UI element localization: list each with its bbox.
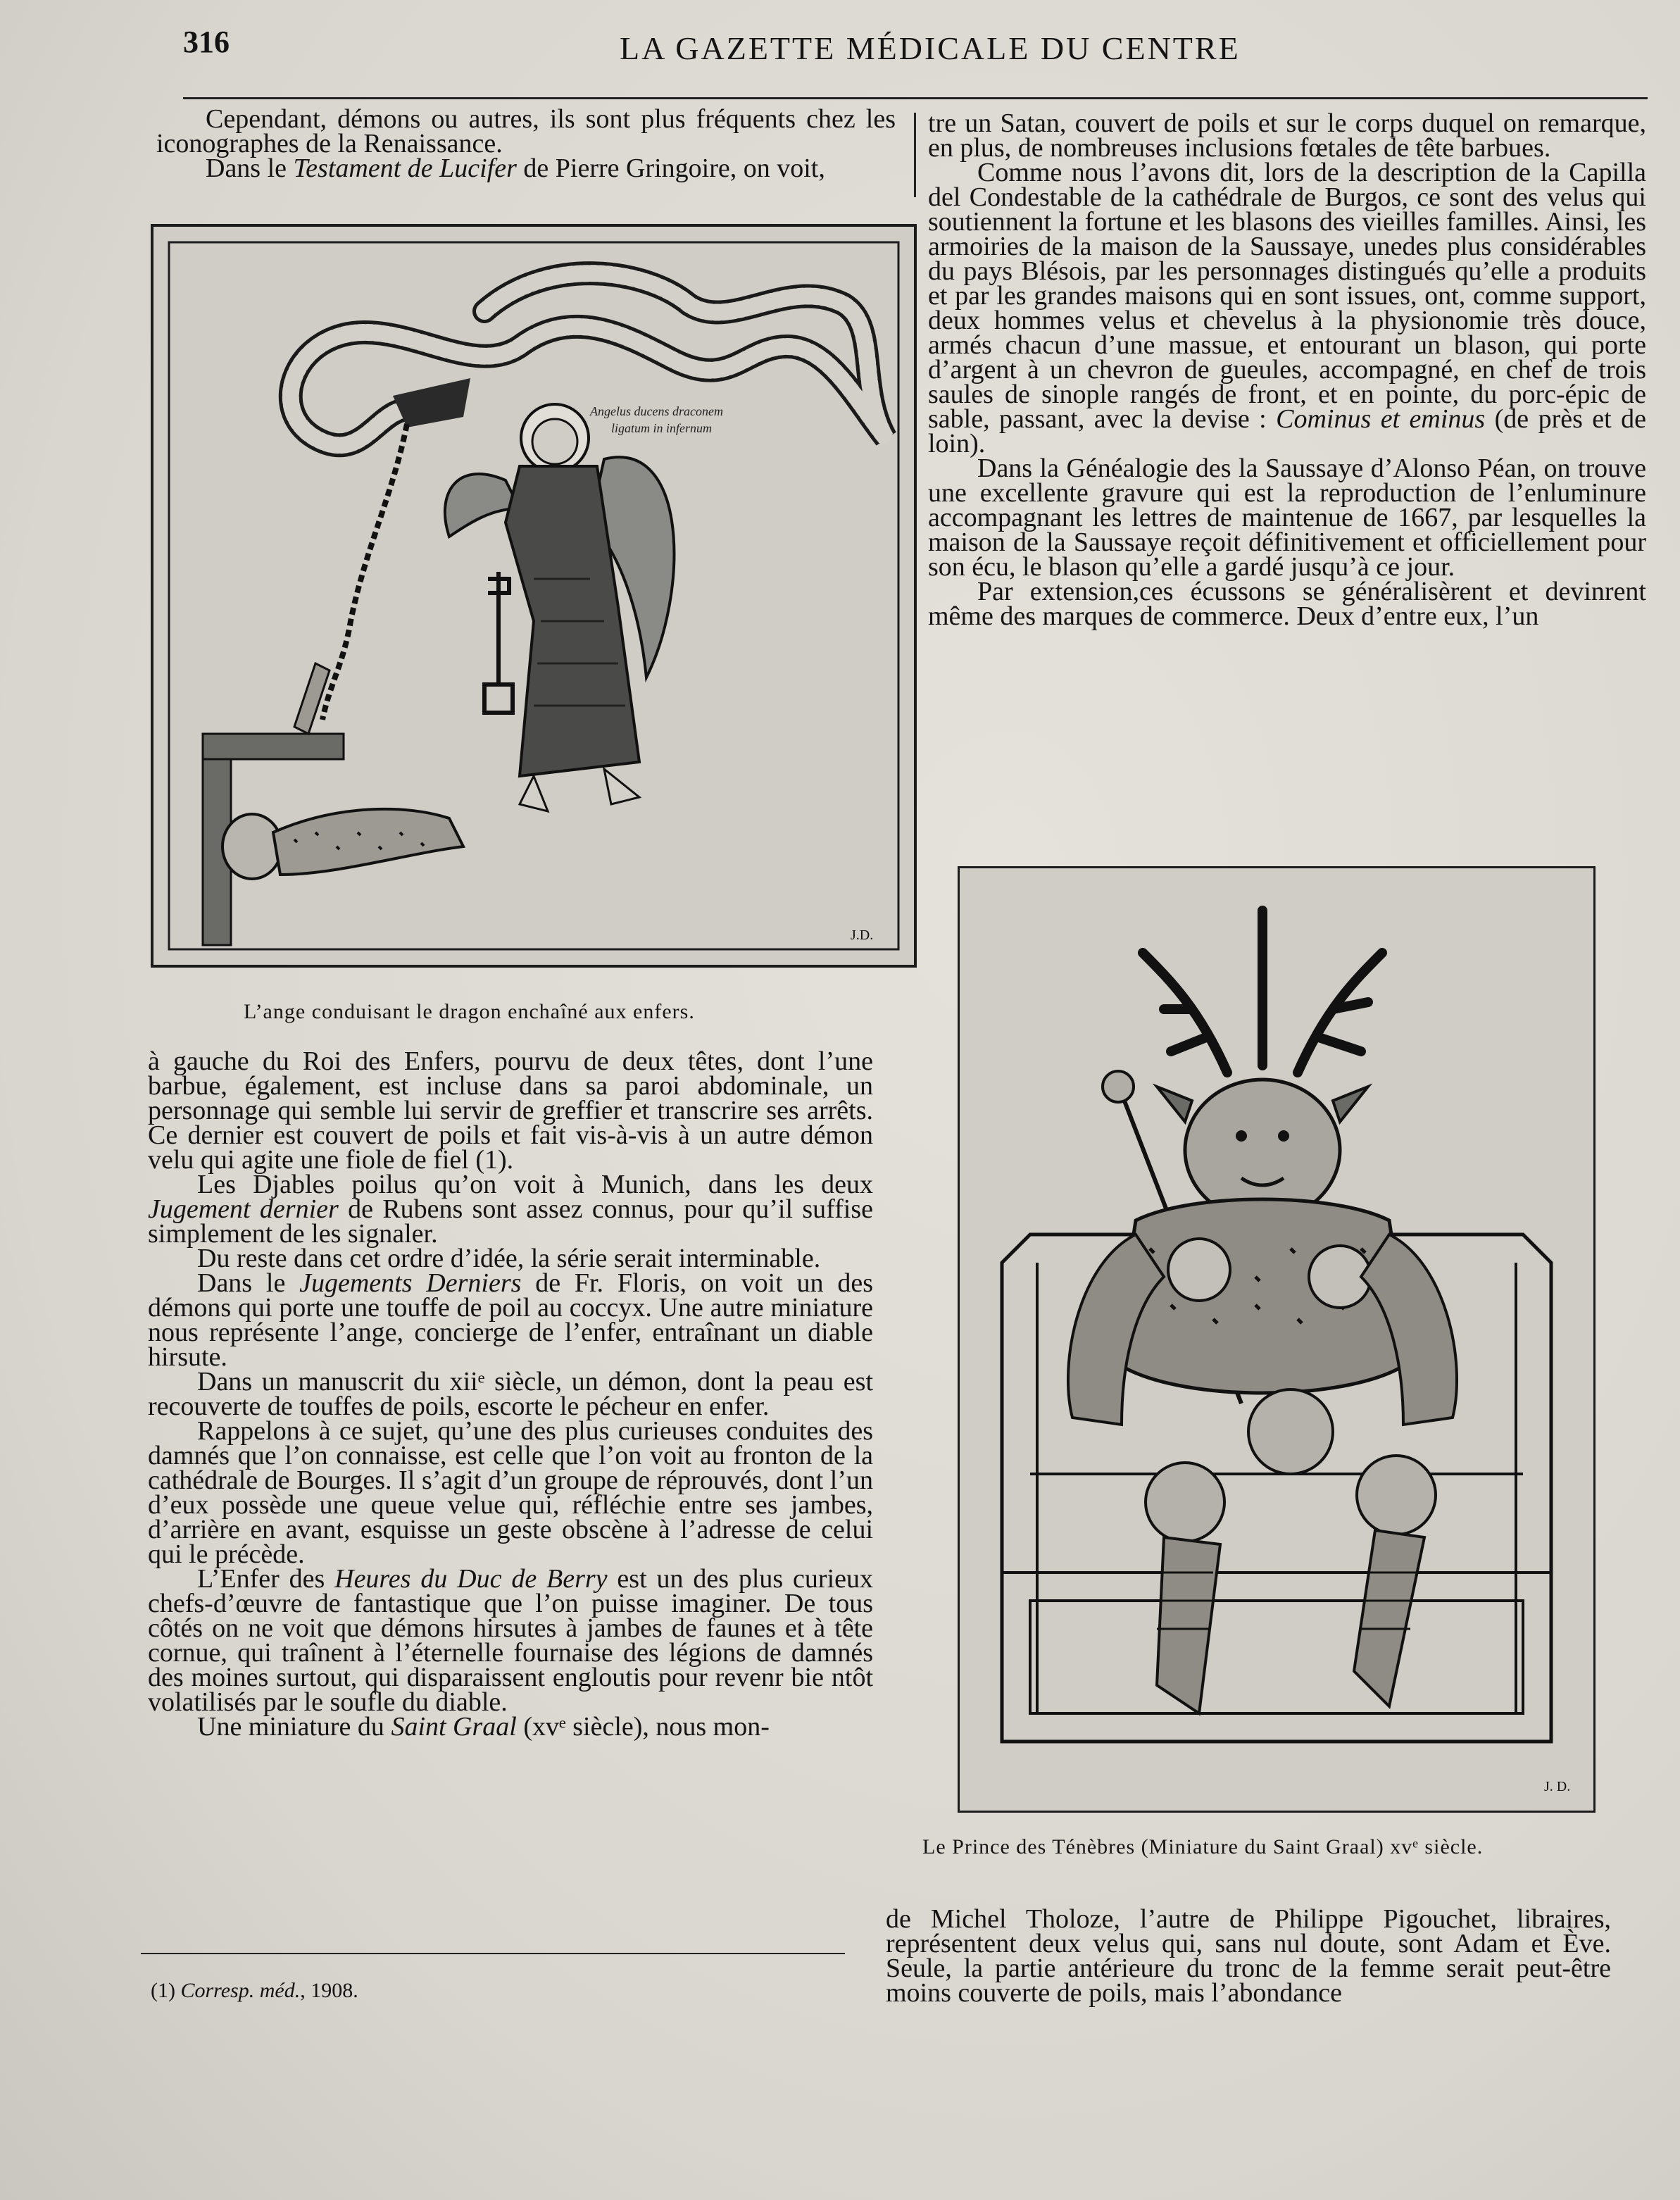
angel-dragon-illustration bbox=[151, 224, 917, 968]
page-number: 316 bbox=[183, 25, 230, 59]
paragraph: Les Djables poilus qu’on voit à Munich, dans les deux Jugement dernier de Rubens sont assez connus, pour qu’il suffise simplement de les signaler. bbox=[148, 1170, 873, 1249]
belly-face bbox=[1248, 1389, 1333, 1474]
figure-inscription-line-1: Angelus ducens draconem bbox=[590, 404, 723, 418]
paragraph: Dans un manuscrit du xiiᵉ siècle, un démon, dont la peau est recouverte de touffes de poils, escorte le pécheur en enfer. bbox=[148, 1367, 873, 1421]
figure-inscription-line-2: ligatum in infernum bbox=[611, 421, 712, 435]
prince-of-darkness-drawing bbox=[960, 868, 1593, 1811]
paragraph: L’Enfer des Heures du Duc de Berry est un des plus curieux chefs-d’œuvre de fantastique que l’on puisse imaginer. De tous côtés on ne voit que démons hirsutes à jambes de faunes et à tête cornue, qui traînent à l’éternelle fournaise des légions de damnés des moines surtout, qui disparaissent engloutis pour revenr bie ntôt volatilisés par le soufle du diable. bbox=[148, 1564, 873, 1717]
paragraph: à gauche du Roi des Enfers, pourvu de deux têtes, dont l’une barbue, également, est incluse dans sa paroi abdominale, un personnage qui semble lui servir de greffier et transcrire ses arrêts. Ce dernier est couvert de poils et fait vis-à-vis à un autre démon velu qui agite une fiole de fiel (1). bbox=[148, 1046, 873, 1175]
page-header bbox=[183, 24, 1648, 73]
paragraph: Dans la Généalogie des la Saussaye d’Alonso Péan, on trouve une excellente gravure qui est la reproduction de l’enluminure accompagnant les lettres de maintenue de 1667, par lesquelles la maison de la Saussaye reçoit définitivement et officiellement pour son écu, le blason qu’elle a gardé jusqu’à ce jour. bbox=[928, 454, 1646, 582]
demon-torso bbox=[1115, 1199, 1410, 1393]
artist-signature: J.D. bbox=[851, 927, 874, 943]
angel-dragon-drawing bbox=[153, 227, 914, 965]
bound-demon-head bbox=[222, 814, 282, 879]
key bbox=[484, 572, 513, 713]
running-title: LA GAZETTE MÉDICALE DU CENTRE bbox=[620, 30, 1241, 66]
bound-demon-body bbox=[273, 809, 463, 875]
figure-caption: Le Prince des Ténèbres (Miniature du Saint Graal) xvᵉ siècle. bbox=[922, 1835, 1484, 1858]
paragraph: Rappelons à ce sujet, qu’une des plus curieuses conduites des damnés que l’on connaisse, est celle que l’on voit au fronton de la cathédrale de Bourges. Il s’agit d’un groupe de réprouvés, dont l’un d’eux possède une queue velue qui, réfléchie entre ses jambes, d’arrière en avant, esquisse un geste obscène à l’adresse de celui qui le précède. bbox=[148, 1416, 873, 1569]
left-column-bottom-text bbox=[148, 1046, 873, 1742]
paragraph: Dans le Jugements Derniers de Fr. Floris, on voit un des démons qui porte une touffe de poil au coccyx. Une autre miniature nous représente l’ange, concierge de l’enfer, entraînant un diable hirsute. bbox=[148, 1268, 873, 1372]
paragraph: Comme nous l’avons dit, lors de la description de la Capilla del Condestable de la cathédrale de Burgos, ce sont des velus qui soutiennent la fortune et les blasons des vieilles familles. Ainsi, les armoiries de la maison de la Saussaye, unedes plus considérables du pays Blésois, par les personnages distingués qu’elle a produits et par les grandes maisons qui en sont issues, ont, comme support, deux hommes velus et chevelus à la physionomie très douce, armés chacun d’une massue, et entourant un blason, qui porte d’argent à un chevron de gueules, accompagné, en chef de trois saules de sinople rangés de front, et en pointe, du porc-épic de sable, passant, avec la devise : Cominus et eminus (de près et de loin). bbox=[928, 158, 1647, 458]
column-rule bbox=[914, 113, 916, 197]
paragraph: Cependant, démons ou autres, ils sont plus fréquents chez les iconographes de la Renaissance. bbox=[156, 104, 896, 158]
right-column-bottom-text bbox=[886, 1904, 1611, 2008]
paragraph: de Michel Tholoze, l’autre de Philippe Pigouchet, libraires, représentent deux velus qui, sans nul doute, sont Adam et Ève. Seule, la partie antérieure du tronc de la femme serait peut-être moins couverte de poils, mais l’abondance bbox=[886, 1904, 1611, 2008]
paragraph: tre un Satan, couvert de poils et sur le corps duquel on remarque, en plus, de nombreuses inclusions fœtales de tête barbues. bbox=[928, 108, 1646, 163]
paragraph: Dans le Testament de Lucifer de Pierre Gringoire, on voit, bbox=[206, 154, 825, 183]
antlers bbox=[1143, 911, 1382, 1073]
chain bbox=[322, 424, 407, 720]
footnote-rule bbox=[141, 1953, 845, 1954]
prince-of-darkness-illustration bbox=[958, 866, 1596, 1813]
paragraph: Une miniature du Saint Graal (xvᵉ siècle), nous mon- bbox=[197, 1712, 770, 1742]
knee-face-left bbox=[1146, 1463, 1224, 1542]
dragon-head bbox=[393, 378, 470, 427]
demon-legs bbox=[1157, 1530, 1424, 1713]
chest-face-left bbox=[1168, 1239, 1230, 1301]
artist-signature: J. D. bbox=[1544, 1779, 1571, 1794]
figure-caption: L’ange conduisant le dragon enchaîné aux enfers. bbox=[244, 1000, 695, 1023]
footnote: (1) Corresp. méd., 1908. bbox=[151, 1979, 358, 2002]
paragraph: Par extension,ces écussons se généralisèrent et devinrent même des marques de commerce. Deux d’entre eux, l’un bbox=[928, 577, 1646, 631]
paragraph: Du reste dans cet ordre d’idée, la série serait interminable. bbox=[197, 1244, 821, 1273]
knee-face-right bbox=[1357, 1456, 1436, 1535]
header-rule bbox=[183, 97, 1648, 99]
left-column-top-text bbox=[156, 104, 896, 183]
right-column-top-text bbox=[928, 108, 1647, 631]
